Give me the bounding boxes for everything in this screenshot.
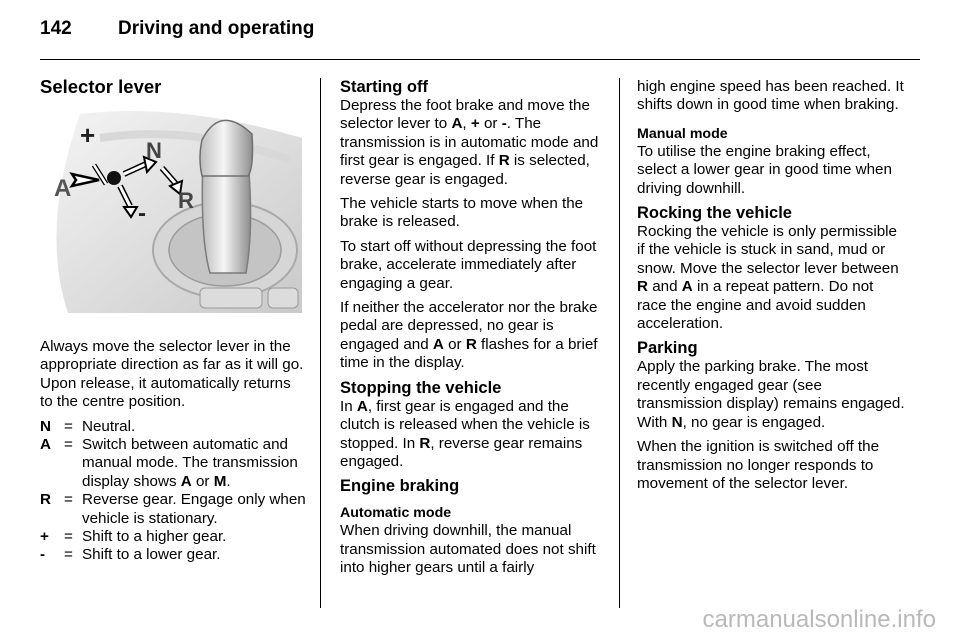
subsection-title-automatic-mode: Automatic mode — [340, 505, 452, 522]
definition-text: Switch between automatic and manual mode. The transmission display shows A or M. — [82, 436, 298, 490]
chapter-title: Driving and operating — [118, 18, 315, 39]
definition-key: R — [40, 491, 51, 509]
selector-intro: Always move the selector lever in the appropriate direction as far as it will go. Upon release, it automatically returns to the centre position. — [40, 338, 304, 411]
definition-text: Neutral. — [82, 417, 136, 435]
paragraph: The vehicle starts to move when the brake is released. — [340, 195, 584, 231]
section-title-engine-braking: Engine braking — [340, 477, 460, 496]
column-divider — [619, 78, 620, 608]
definition-key: N — [40, 417, 51, 435]
definition-row — [40, 528, 306, 546]
header-rule — [40, 59, 920, 60]
figure-label-a: A — [54, 175, 72, 202]
paragraph: To start off without depressing the foot brake, accelerate immediately after engaging a gear. — [340, 237, 597, 292]
definition-text: Reverse gear. Engage only when vehicle is stationary. — [82, 491, 306, 527]
paragraph: Rocking the vehicle is only permissible if the vehicle is stuck in sand, mud or snow. Move the selector lever between R and A in a repeat pattern. Do not race the engine and avoid sudden acceleration. — [637, 223, 899, 333]
subsection-title-manual-mode: Manual mode — [637, 125, 728, 142]
page-number: 142 — [40, 18, 72, 39]
definition-sep: = — [64, 436, 73, 454]
definition-key: - — [40, 546, 46, 564]
paragraph: If neither the accelerator nor the brake pedal are depressed, no gear is engaged and A or R flashes for a brief time in the display. — [340, 299, 598, 372]
section-title-stopping: Stopping the vehicle — [340, 378, 502, 397]
paragraph: To utilise the engine braking effect, select a lower gear in good time when driving downhill. — [637, 142, 892, 197]
figure-label-r: R — [178, 188, 194, 213]
definition-sep: = — [64, 417, 73, 435]
definition-key: + — [40, 528, 49, 546]
definition-text: Shift to a lower gear. — [82, 546, 221, 564]
definition-row — [40, 418, 306, 436]
definition-sep: = — [64, 528, 73, 546]
definition-sep: = — [64, 546, 73, 564]
section-title-selector-lever: Selector lever — [40, 76, 162, 97]
definition-row — [40, 546, 306, 564]
paragraph: high engine speed has been reached. It shifts down in good time when braking. — [637, 78, 904, 114]
definition-sep: = — [64, 491, 73, 509]
page-header — [40, 18, 314, 40]
section-title-parking: Parking — [637, 339, 698, 358]
paragraph: Apply the parking brake. The most recently engaged gear (see transmission display) remains engaged. With N, no gear is engaged. — [637, 358, 905, 431]
selector-lever-figure — [40, 108, 306, 318]
section-title-starting-off: Starting off — [340, 78, 428, 96]
paragraph: When driving downhill, the manual transmission automated does not shift into higher gears until a fairly — [340, 522, 596, 577]
column-2 — [340, 78, 608, 584]
column-3 — [637, 78, 907, 499]
definition-key: A — [40, 436, 51, 454]
definition-text: Shift to a higher gear. — [82, 528, 227, 546]
paragraph: When the ignition is switched off the transmission no longer responds to movement of the selector lever. — [637, 438, 880, 492]
selector-definitions — [40, 418, 306, 565]
column-divider — [320, 78, 321, 608]
paragraph: Depress the foot brake and move the selector lever to A, + or -. The transmission is in automatic mode and first gear is engaged. If R is selected, reverse gear is engaged. — [340, 97, 599, 188]
selector-lever-illustration — [40, 108, 306, 318]
definition-row — [40, 436, 306, 491]
paragraph: In A, first gear is engaged and the clutch is released when the vehicle is stopped. In R, reverse gear remains engaged. — [340, 397, 590, 470]
figure-label-plus: + — [80, 120, 96, 150]
column-1 — [40, 76, 306, 565]
figure-label-n: N — [146, 138, 162, 163]
figure-label-minus: - — [138, 200, 146, 227]
definition-row — [40, 491, 306, 528]
watermark: carmanualsonline.info — [702, 606, 936, 633]
section-title-rocking: Rocking the vehicle — [637, 204, 792, 223]
